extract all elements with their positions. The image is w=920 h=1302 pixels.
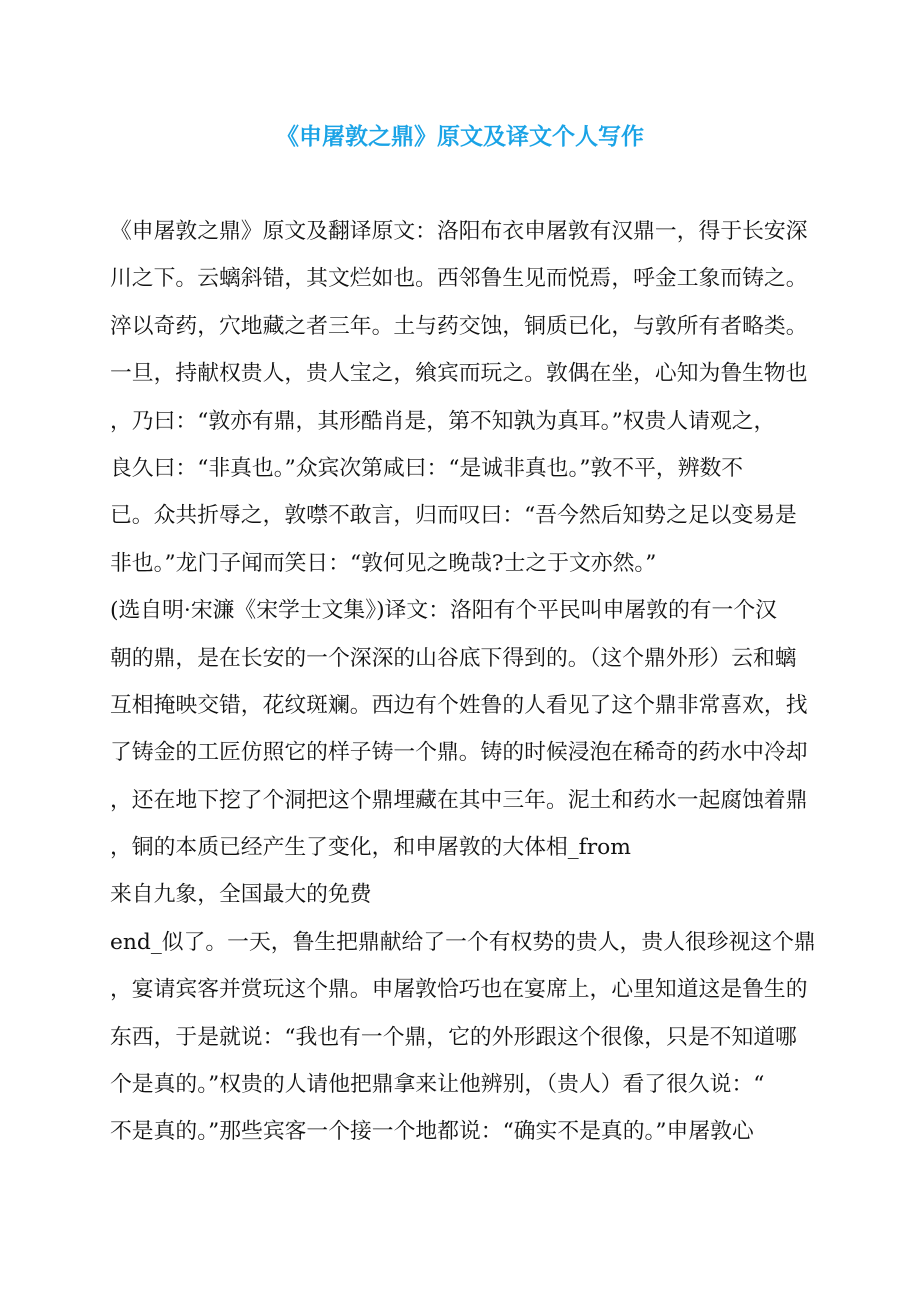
text-line: ，乃曰：“敦亦有鼎，其形酷肖是，第不知孰为真耳。”权贵人请观之， bbox=[110, 408, 776, 434]
document-title: 《申屠敦之鼎》原文及译文个人写作 bbox=[276, 124, 644, 150]
text-line: 朝的鼎，是在长安的一个深深的山谷底下得到的。（这个鼎外形）云和螭 bbox=[110, 645, 797, 671]
text-line: 东西，于是就说：“我也有一个鼎，它的外形跟这个很像，只是不知道哪 bbox=[110, 1024, 797, 1050]
text-line: 不是真的。”那些宾客一个接一个地都说：“确实不是真的。”申屠敦心 bbox=[110, 1119, 754, 1145]
text-line: ，宴请宾客并赏玩这个鼎。申屠敦恰巧也在宴席上，心里知道这是鲁生的 bbox=[110, 977, 808, 1003]
text-line: 了铸金的工匠仿照它的样子铸一个鼎。铸的时候浸泡在稀奇的药水中冷却 bbox=[110, 740, 808, 766]
document-body bbox=[110, 216, 830, 1164]
text-line: 互相掩映交错，花纹斑斓。西边有个姓鲁的人看见了这个鼎非常喜欢，找 bbox=[110, 692, 808, 718]
text-line: 一旦，持献权贵人，贵人宝之，飨宾而玩之。敦偶在坐，心知为鲁生物也 bbox=[110, 361, 808, 387]
text-line: (选自明·宋濂《宋学士文集》)译文：洛阳有个平民叫申屠敦的有一个汉 bbox=[110, 598, 777, 624]
text-line: 良久曰：“非真也。”众宾次第咸曰：“是诚非真也。”敦不平，辨数不 bbox=[110, 455, 744, 481]
text-line: 淬以奇药，穴地藏之者三年。土与药交蚀，铜质已化，与敦所有者略类。 bbox=[110, 313, 808, 339]
text-line: 已。众共折辱之，敦噤不敢言，归而叹曰：“吾今然后知势之足以变易是 bbox=[110, 503, 797, 529]
text-line: 非也。”龙门子闻而笑日：“敦何见之晚哉?士之于文亦然。” bbox=[110, 550, 657, 576]
text-line: 来自九象，全国最大的免费 bbox=[110, 882, 372, 908]
text-line: end_似了。一天，鲁生把鼎献给了一个有权势的贵人，贵人很珍视这个鼎 bbox=[110, 929, 816, 955]
text-line: 《申屠敦之鼎》原文及翻译原文：洛阳布衣申屠敦有汉鼎一，得于长安深 bbox=[110, 219, 808, 244]
text-line: ，铜的本质已经产生了变化，和申屠敦的大体相_from bbox=[110, 835, 631, 861]
text-line: ，还在地下挖了个洞把这个鼎埋藏在其中三年。泥土和药水一起腐蚀着鼎 bbox=[110, 787, 808, 813]
text-line: 个是真的。”权贵的人请他把鼎拿来让他辨别，（贵人）看了很久说：“ bbox=[110, 1072, 765, 1098]
text-line: 川之下。云螭斜错，其文烂如也。西邻鲁生见而悦焉，呼金工象而铸之。 bbox=[110, 266, 808, 292]
